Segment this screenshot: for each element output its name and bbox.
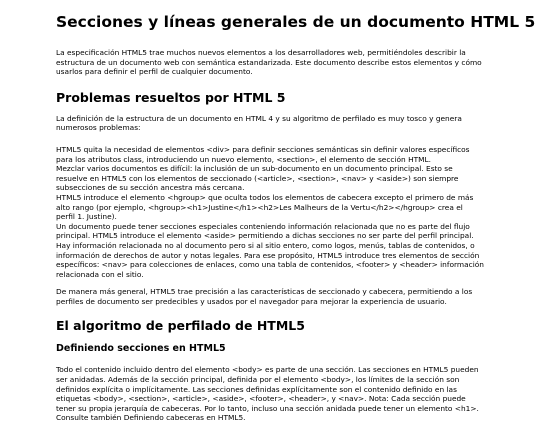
problems-summary-paragraph: De manera más general, HTML5 trae precisión a las características de seccionado y cabecera, permitiendo a los perfiles de documento ser predecibles y usados por el navegador para mejorar la experiencia de usuario. [56,287,473,306]
subsection-heading-defining-sections: Definiendo secciones en HTML5 [56,343,226,355]
problems-intro-paragraph: La definición de la estructura de un documento en HTML 4 y su algoritmo de perfilado es muy tosco y genera numerosos problemas: [56,113,462,133]
page-title: Secciones y líneas generales de un documento HTML 5 [56,13,536,31]
problem-item: Mezclar varios documentos es difícil: la inclusión de un sub-documento en un documento principal. Esto se resuelve en HTML5 con los elementos de seccionado (<article>, <section>, <nav> y <aside>) son siempre subsecciones de su sección ancestra más cercana. [56,164,459,193]
problem-item: HTML5 introduce el elemento <hgroup> que oculta todos los elementos de cabecera excepto el primero de más alto rango (por ejemplo, <hgroup><h1>Justine</h1><h2>Les Malheurs de la Vertu</h2></hgroup> crea el perfil 1. Justine). [56,192,474,222]
problem-item: HTML5 quita la necesidad de elementos <div> para definir secciones semánticas sin definir valores específicos para los atributos class, introduciendo un nuevo elemento, <section>, el elemento de sección HTML. [56,144,470,164]
section-heading-algorithm: El algoritmo de perfilado de HTML5 [56,318,305,334]
algorithm-paragraph: Todo el contenido incluido dentro del elemento <body> es parte de una sección. Las secciones en HTML5 pueden ser anidadas. Además de la sección principal, definida por el elemento <body>, los límites de la sección son definidos explícita o implícitamente. Las secciones definidas explícitamente son el contenido definido en las etiquetas <body>, <section>, <article>, <aside>, <footer>, <header>, y <nav>. Nota: Cada sección puede tener su propia jerarquía de cabeceras. Por lo tanto, incluso una sección anidada puede tener un elemento <h1>. Consulte también Definiendo cabeceras en HTML5. [56,365,479,423]
intro-paragraph: La especificación HTML5 trae muchos nuevos elementos a los desarrolladores web, permitiéndoles describir la estructura de un documento web con semántica estandarizada. Este documento describe estos elementos y cómo usarlos para definir el perfil de cualquier documento. [56,48,482,77]
problem-item: Hay información relacionada no al documento pero si al sitio entero, como logos, menús, tablas de contenidos, o información de derechos de autor y notas legales. Para ese propósito, HTML5 introduce tres elementos de sección específicos: <nav> para colecciones de enlaces, como una tabla de contenidos, <footer> y <header> información relacionada con el sitio. [56,240,484,279]
problem-item: Un documento puede tener secciones especiales conteniendo información relacionada que no es parte del flujo principal. HTML5 introduce el elemento <aside> permitiendo a dichas secciones no ser parte del perfil principal. [56,221,474,241]
problems-list [56,145,484,279]
section-heading-problems: Problemas resueltos por HTML 5 [56,89,286,105]
